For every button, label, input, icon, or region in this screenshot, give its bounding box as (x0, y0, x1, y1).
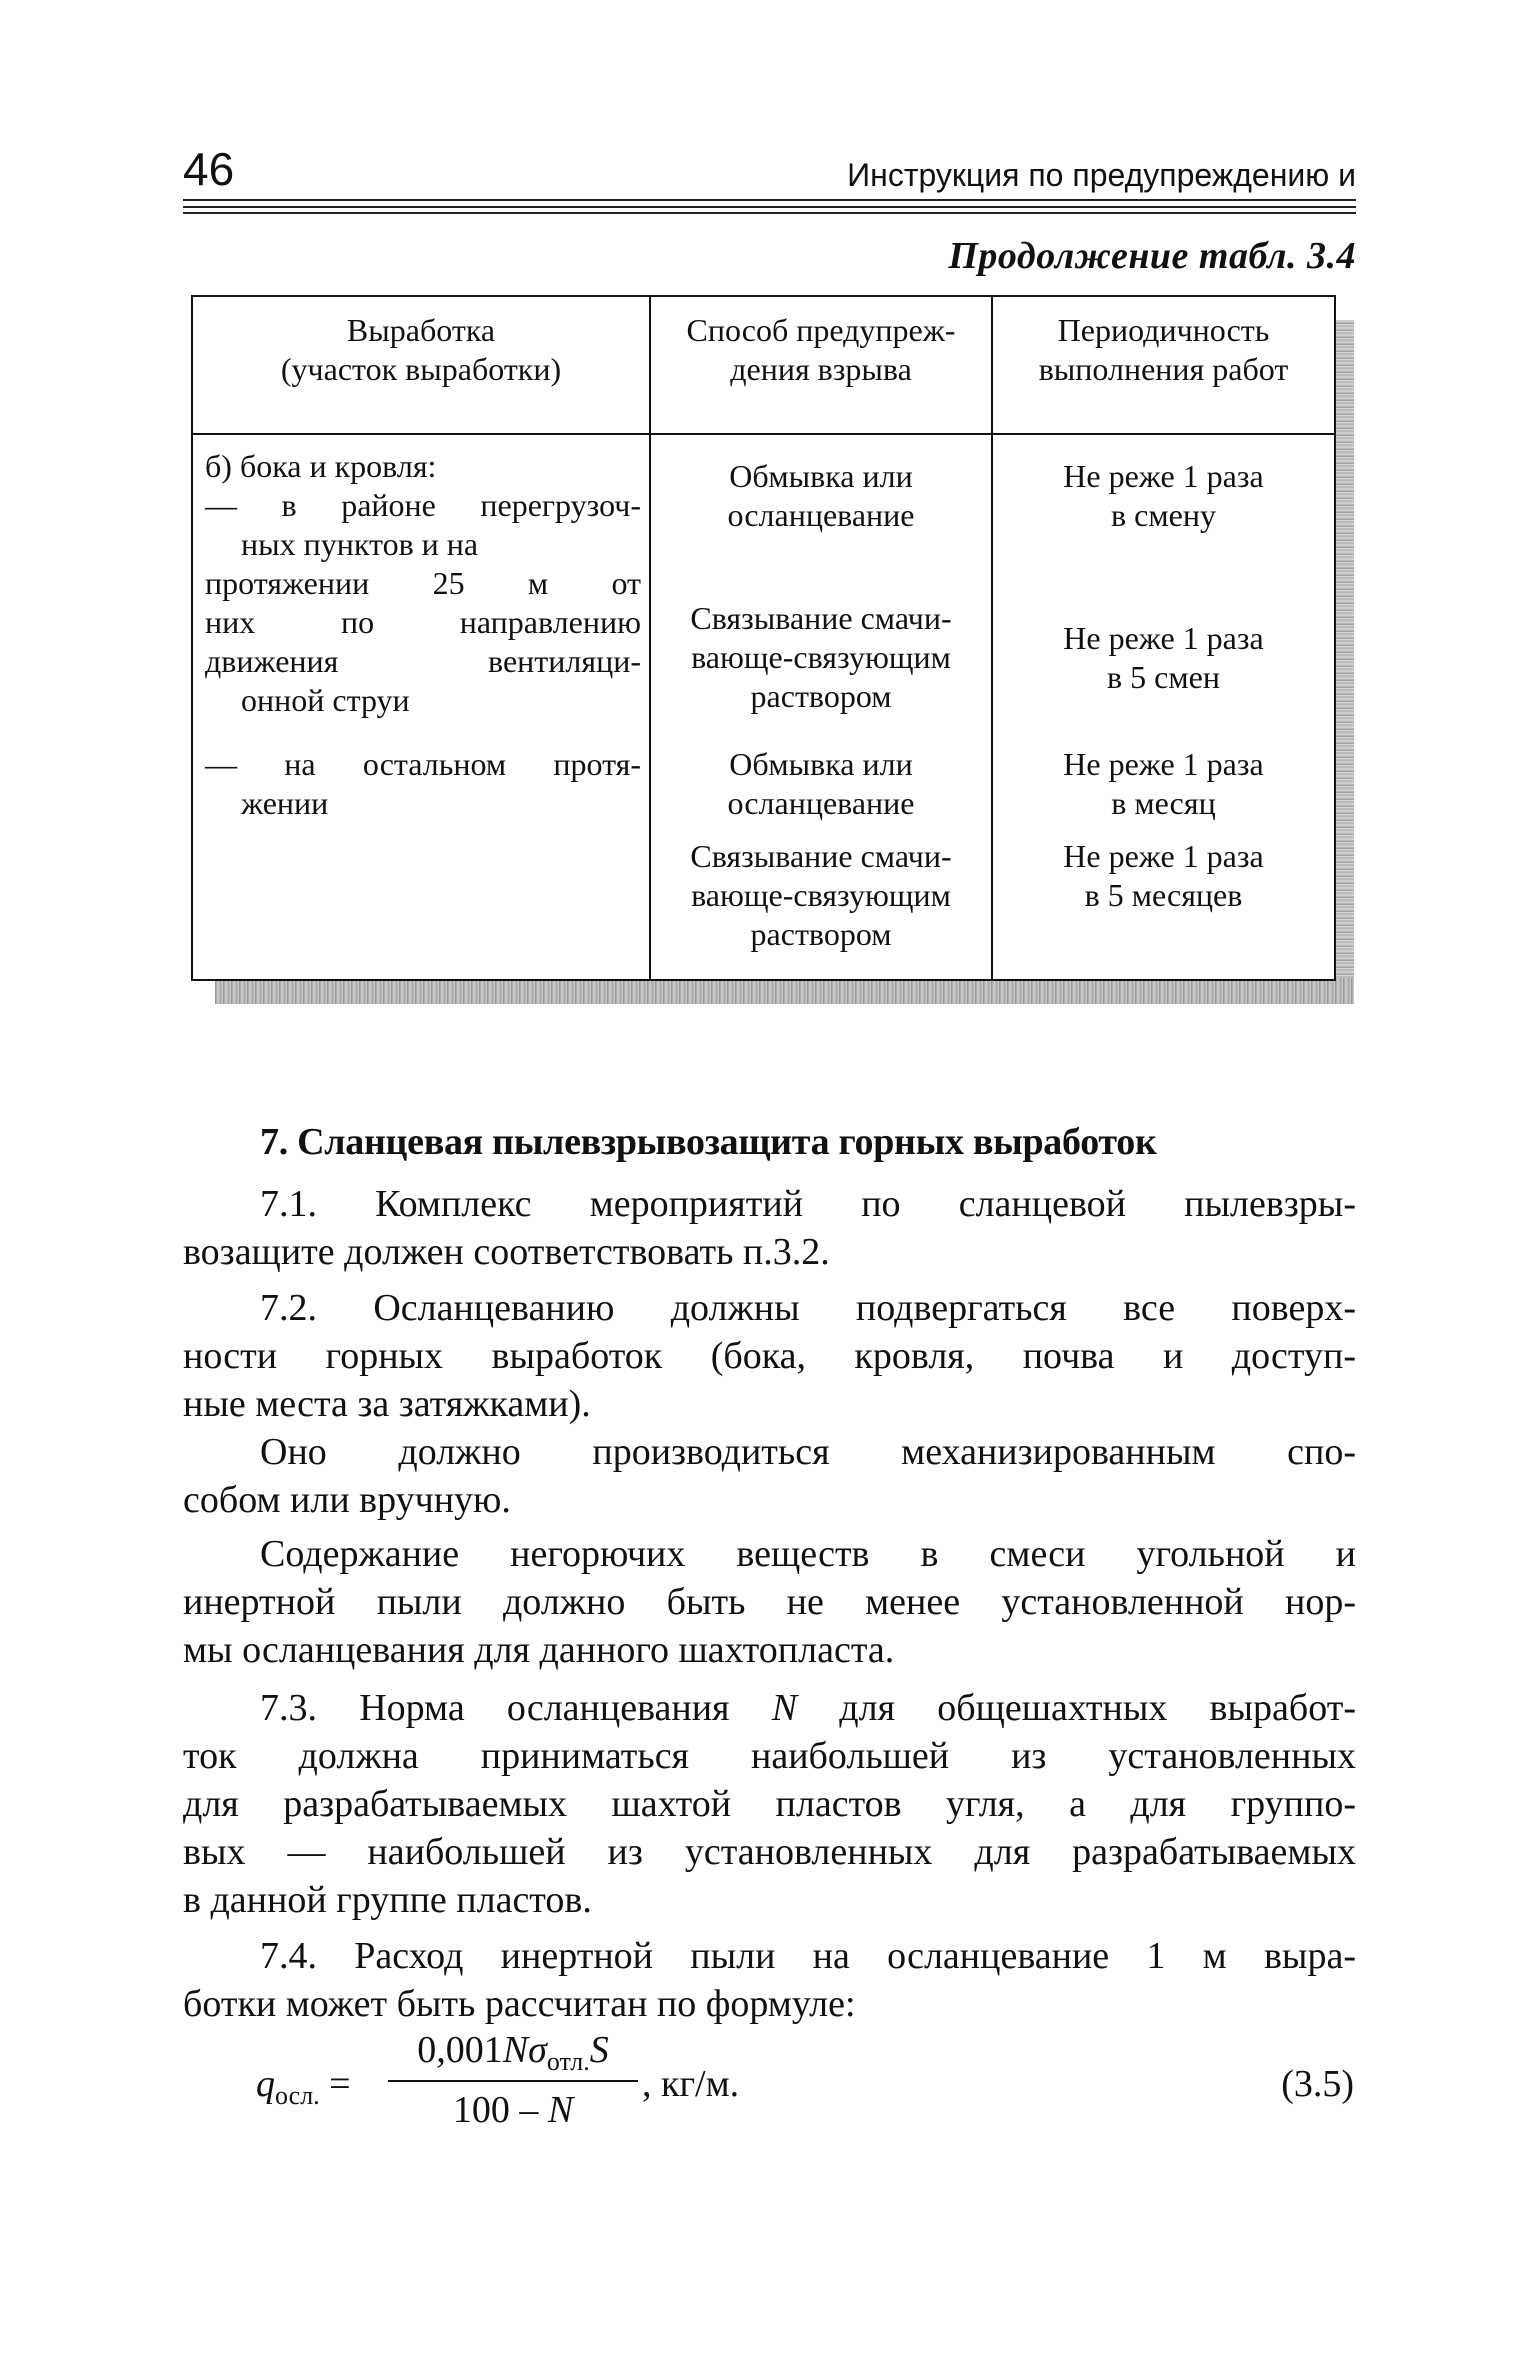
running-title: Инструкция по предупреждению и (847, 157, 1356, 193)
section-heading: 7. Сланцевая пылевзрывозащита горных выработок (260, 1121, 1157, 1163)
paragraph-7-3: 7.3. Норма осланцевания N для общешахтных выработ- ток должна приниматься наибольшей из установленных для разрабатываемых шахтой пластов угля, а для группо- вых — наибольшей из установленных для разрабатываемых в данной группе пластов. (183, 1687, 1356, 1921)
frequency-item: Не реже 1 раза в 5 смен (1063, 620, 1264, 695)
column-header-location: Выработка (участок выработки) (192, 296, 650, 434)
table-cell-frequency (992, 434, 1335, 980)
formula-fraction (388, 2028, 638, 2138)
page-number: 46 (183, 143, 235, 195)
formula-denominator: 100 – N (452, 2089, 574, 2131)
header-rule (183, 199, 1356, 201)
header-rule (183, 206, 1356, 208)
formula-number: (3.5) (1281, 2063, 1354, 2105)
method-item: Обмывка или осланцевание (727, 458, 915, 533)
method-item: Связывание смачи- вающе-связующим раствором (690, 838, 952, 952)
column-header-method: Способ предупреж- дения взрыва (650, 296, 992, 434)
paragraph-7-4: 7.4. Расход инертной пыли на осланцевание 1 м выра- ботки может быть рассчитан по формуле: (183, 1935, 1356, 2025)
table-shadow (215, 978, 1354, 1004)
frequency-item: Не реже 1 раза в смену (1063, 458, 1264, 533)
paragraph-content: Содержание негорючих веществ в смеси угольной и инертной пыли должно быть не менее установленной нор- мы осланцевания для данного шахтопласта. (183, 1533, 1356, 1671)
frequency-item: Не реже 1 раза в 5 месяцев (1063, 838, 1264, 913)
table-cell-location (192, 434, 650, 980)
continuation-table (191, 295, 1336, 981)
formula-lhs: $q_{осл.}$ = (256, 2063, 351, 2110)
formula-numerator: $0,001N\sigma_{отл.}S$ (417, 2029, 609, 2076)
column-header-frequency: Периодичность выполнения работ (992, 296, 1335, 434)
method-item: Обмывка или осланцевание (727, 746, 915, 821)
paragraph-7-2: 7.2. Осланцеванию должны подвергаться все поверх- ности горных выработок (бока, кровля, почва и доступ- ные места за затяжками). (183, 1287, 1356, 1425)
table-caption: Продолжение табл. 3.4 (948, 235, 1356, 277)
table-shadow (1334, 320, 1354, 1003)
location-group-rest: — на остальном протя- жении (205, 746, 641, 821)
location-group-main: б) бока и кровля: — в районе перегрузоч- ных пунктов и на протяжении 25 м от них по направлению движения вентиляци- онной струи (205, 448, 641, 718)
header-rule (183, 212, 1356, 214)
fraction-bar (388, 2080, 638, 2082)
table-cell-method (650, 434, 992, 980)
paragraph-mechanized: Оно должно производиться механизированным спо- собом или вручную. (183, 1431, 1356, 1521)
paragraph-7-1: 7.1. Комплекс мероприятий по сланцевой пылевзры- возащите должен соответствовать п.3.2. (183, 1183, 1356, 1273)
formula-unit: , кг/м. (642, 2063, 740, 2105)
table-header-row (192, 296, 1335, 434)
method-item: Связывание смачи- вающе-связующим раствором (690, 600, 952, 714)
frequency-item: Не реже 1 раза в месяц (1063, 746, 1264, 821)
table-row (192, 434, 1335, 980)
